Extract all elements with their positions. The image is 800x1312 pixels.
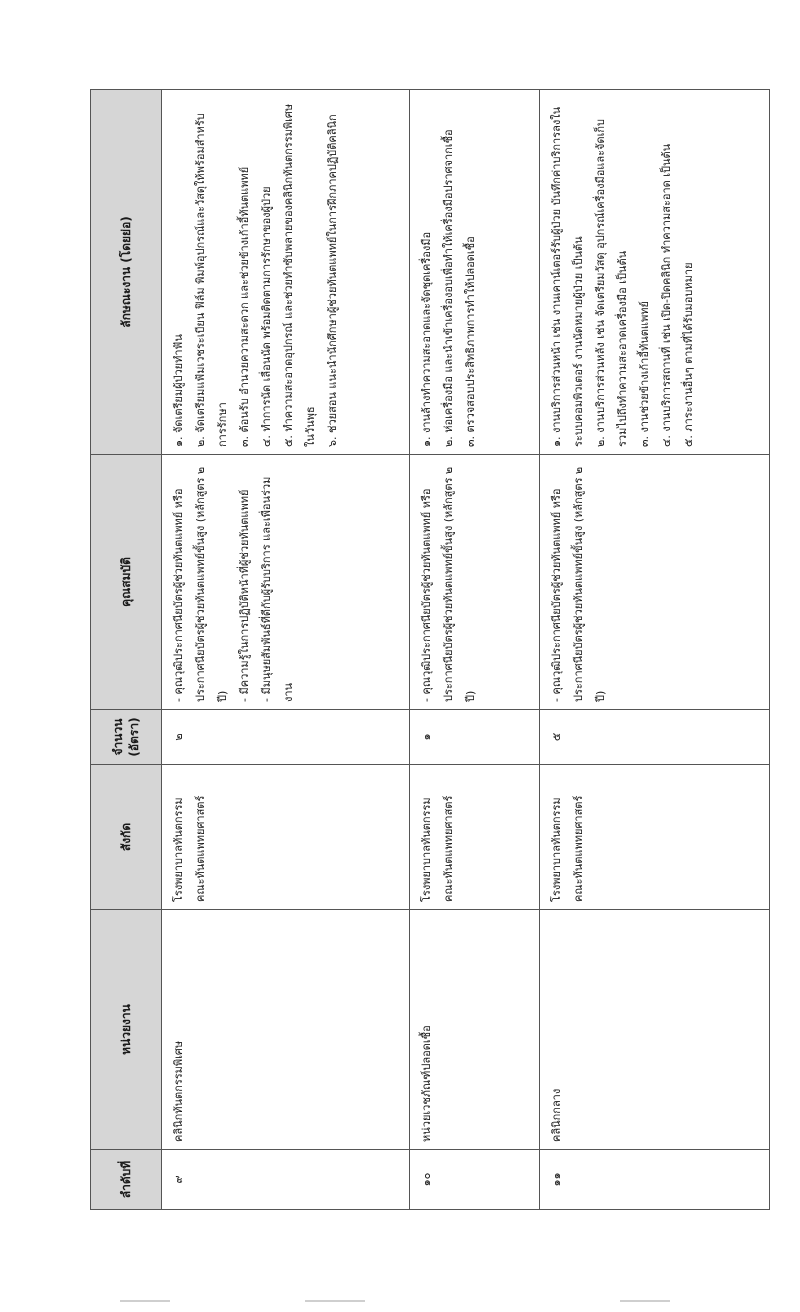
duty-item: ๖. ช่วยสอน แนะนำนักศึกษาผู้ช่วยทันตแพทย์ในการฝึกภาคปฏิบัติคลินิก	[326, 114, 339, 447]
row-affiliation: โรงพยาบาลทันตกรรม คณะทันตแพทยศาสตร์	[540, 765, 770, 910]
duty-item: ๑. งานบริการส่วนหน้า เช่น งานเคาน์เตอร์รับผู้ป่วย บันทึกค่าบริการลงในระบบคอมพิวเตอร์ งานนัดหมายผู้ป่วย เป็นต้น	[550, 106, 585, 447]
row-count: ๒	[162, 710, 410, 765]
table-header-row	[91, 90, 162, 1210]
row-unit: หน่วยเวชภัณฑ์ปลอดเชื้อ	[410, 910, 540, 1150]
rotated-page	[90, 90, 770, 1210]
header-duties: ลักษณะงาน (โดยย่อ)	[91, 90, 162, 455]
row-qualifications	[410, 455, 540, 710]
qualification-item: - คุณวุฒิประกาศนียบัตรผู้ช่วยทันตแพทย์ หรือประกาศนียบัตรผู้ช่วยทันตแพทย์ขั้นสูง (หลักสูตร ๒ ปี)	[416, 462, 482, 702]
duty-item: ๓. ตรวจสอบประสิทธิภาพการทำให้ปลอดเชื้อ	[464, 236, 477, 447]
table-row	[162, 90, 410, 1210]
duty-item: ๒. งานบริการส่วนหลัง เช่น จัดเตรียมวัสดุ อุปกรณ์เครื่องมือและจัดเก็บ รวมไปถึงทำความสะอาดเครื่องมือ เป็นต้น	[594, 118, 629, 447]
row-qualifications	[540, 455, 770, 710]
header-no: ลำดับที่	[91, 1150, 162, 1210]
row-duties	[410, 90, 540, 455]
qualification-item: - มีมนุษยสัมพันธ์ที่ดีกับผู้รับบริการ และเพื่อนร่วมงาน	[256, 462, 300, 702]
scan-mark	[120, 1300, 170, 1302]
duty-item: ๑. งานล้างทำความสะอาดและจัดชุดเครื่องมือ	[420, 231, 433, 447]
duty-item: ๔. งานบริการสถานที่ เช่น เปิด-ปิดคลินิก ทำความสะอาด เป็นต้น	[660, 143, 673, 447]
row-number: ๑๑	[540, 1150, 770, 1210]
qualification-item: - คุณวุฒิประกาศนียบัตรผู้ช่วยทันตแพทย์ หรือประกาศนียบัตรผู้ช่วยทันตแพทย์ขั้นสูง (หลักสูตร ๒ ปี)	[546, 462, 612, 702]
row-duties	[162, 90, 410, 455]
table-row	[540, 90, 770, 1210]
header-unit: หน่วยงาน	[91, 910, 162, 1150]
duty-item: ๑. จัดเตรียมผู้ป่วยทำฟัน	[172, 334, 185, 447]
qualification-item: - มีความรู้ในการปฏิบัติหน้าที่ผู้ช่วยทันตแพทย์	[234, 462, 256, 702]
duty-item: ๕. ภาระงานอื่นๆ ตามที่ได้รับมอบหมาย	[682, 262, 695, 447]
qualification-item: - คุณวุฒิประกาศนียบัตรผู้ช่วยทันตแพทย์ หรือประกาศนียบัตรผู้ช่วยทันตแพทย์ขั้นสูง (หลักสูตร ๒ ปี)	[168, 462, 234, 702]
header-count: จำนวน (อัตรา)	[91, 710, 162, 765]
row-affiliation: โรงพยาบาลทันตกรรม คณะทันตแพทยศาสตร์	[162, 765, 410, 910]
row-number: ๑๐	[410, 1150, 540, 1210]
row-duties	[540, 90, 770, 455]
duty-item: ๒. จัดเตรียมแฟ้มเวชระเบียน ฟิล์ม พิมพ์อุปกรณ์และวัสดุให้พร้อมสำหรับการรักษา	[194, 113, 229, 447]
row-count: ๕	[540, 710, 770, 765]
duty-item: ๒. ห่อเครื่องมือ และนำเข้าเครื่องอบเพื่อทำให้เครื่องมือปราศจากเชื้อ	[442, 129, 455, 447]
header-qualification: คุณสมบัติ	[91, 455, 162, 710]
row-unit: คลินิกกลาง	[540, 910, 770, 1150]
positions-table	[90, 89, 770, 1210]
header-affiliation: สังกัด	[91, 765, 162, 910]
row-unit: คลินิกทันตกรรมพิเศษ	[162, 910, 410, 1150]
duty-item: ๓. งานช่วยข้างเก้าอี้ทันตแพทย์	[638, 301, 651, 447]
table-row	[410, 90, 540, 1210]
duty-item: ๕. ทำความสะอาดอุปกรณ์ และช่วยทำซับพลายของคลินิกทันตกรรมพิเศษในวันพุธ	[282, 103, 317, 447]
row-count: ๑	[410, 710, 540, 765]
duty-item: ๔. ทำการนัด เลื่อนนัด พร้อมติดตามการรักษาของผู้ป่วย	[260, 186, 273, 447]
row-number: ๙	[162, 1150, 410, 1210]
duty-item: ๓. ต้อนรับ อำนวยความสะดวก และช่วยข้างเก้าอี้ทันตแพทย์	[238, 166, 251, 447]
row-qualifications	[162, 455, 410, 710]
scan-mark	[305, 1300, 365, 1302]
row-affiliation: โรงพยาบาลทันตกรรม คณะทันตแพทยศาสตร์	[410, 765, 540, 910]
scan-mark	[620, 1300, 670, 1302]
